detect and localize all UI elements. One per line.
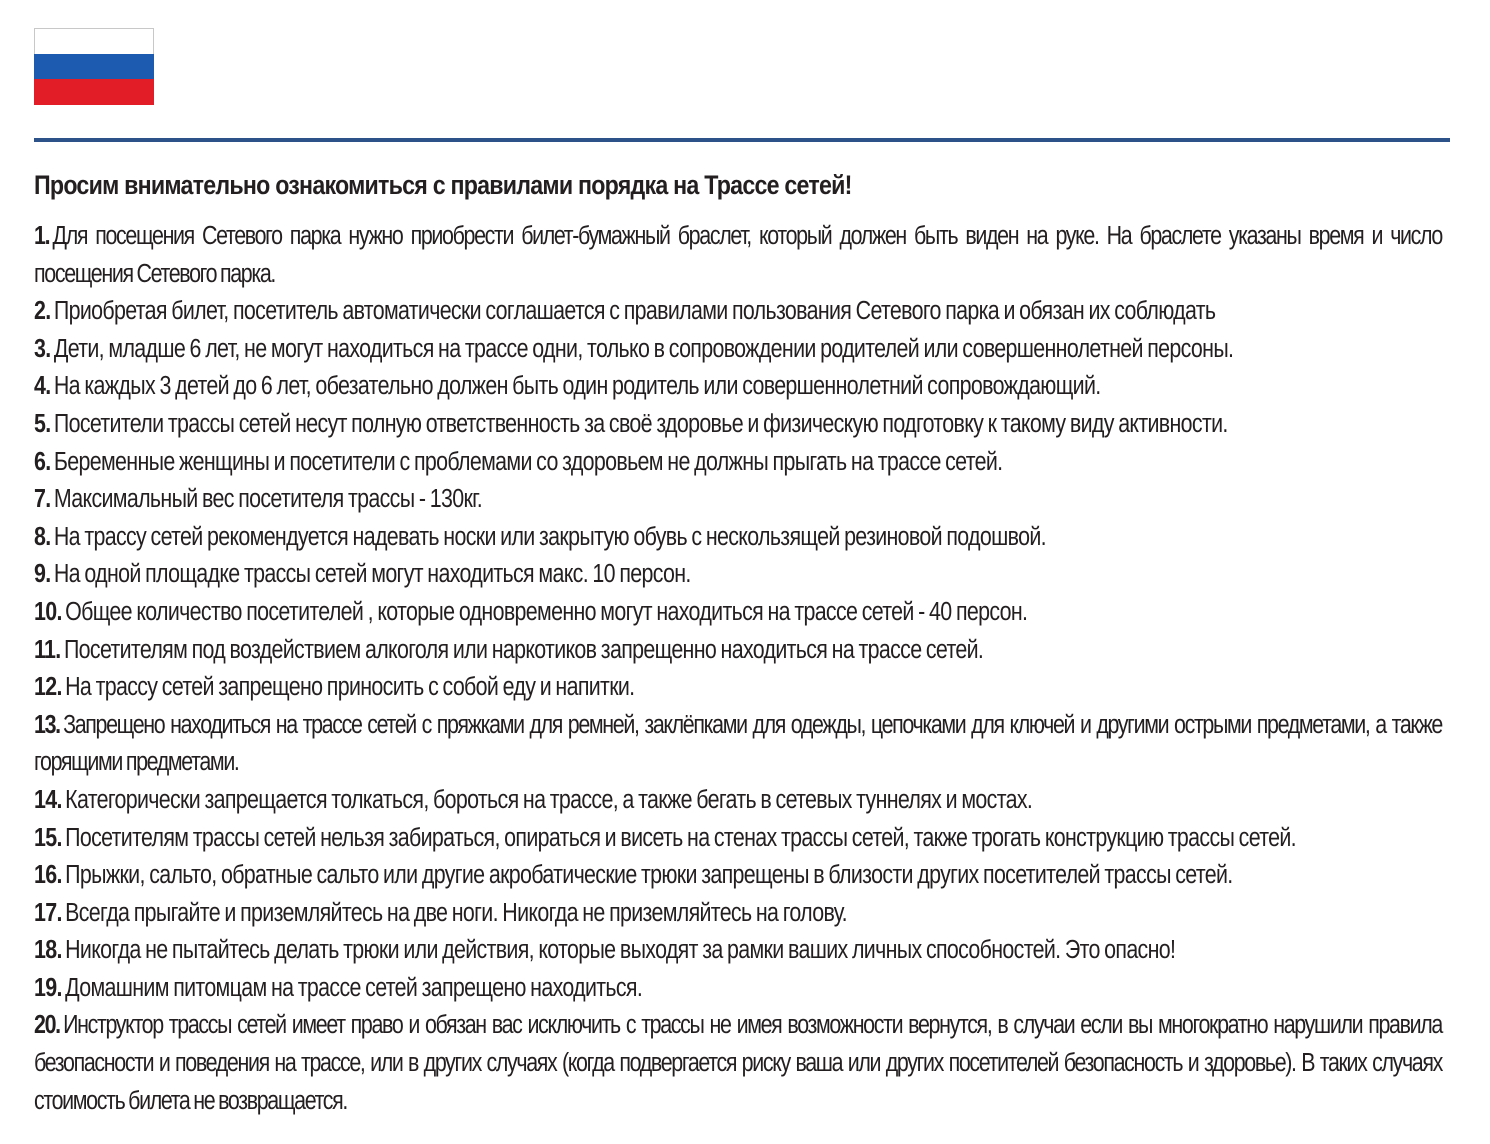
- rule-number: 11.: [34, 635, 61, 664]
- rule-number: 7.: [34, 485, 51, 514]
- rule-number: 15.: [34, 823, 62, 852]
- rule-item: [34, 519, 1442, 557]
- rule-text: Категорически запрещается толкаться, бороться на трассе, а также бегать в сетевых туннелях и мостах.: [65, 785, 1033, 814]
- rule-number: 4.: [34, 372, 51, 401]
- rule-number: 16.: [34, 861, 62, 890]
- rule-item: [34, 293, 1442, 331]
- rule-item: [34, 895, 1442, 933]
- flag-blue-stripe: [34, 54, 154, 80]
- rule-number: 20.: [34, 1011, 60, 1040]
- rule-text: Никогда не пытайтесь делать трюки или действия, которые выходят за рамки ваших личных способностей. Это опасно!: [65, 936, 1176, 965]
- rule-text: Беременные женщины и посетители с проблемами со здоровьем не должны прыгать на трассе сетей.: [53, 447, 1003, 476]
- rule-item: [34, 669, 1442, 707]
- rule-number: 19.: [34, 973, 62, 1002]
- rule-number: 18.: [34, 936, 62, 965]
- rule-item: [34, 556, 1442, 594]
- rule-text: Посетителям под воздействием алкоголя или наркотиков запрещенно находиться на трассе сетей.: [63, 635, 984, 664]
- rule-item: [34, 218, 1442, 293]
- rules-list: [34, 218, 1442, 1120]
- rule-number: 12.: [34, 673, 62, 702]
- rule-text: Посетители трассы сетей несут полную ответственность за своё здоровье и физическую подготовку к такому виду активности.: [53, 409, 1228, 438]
- rule-item: [34, 707, 1442, 782]
- rule-number: 3.: [34, 334, 51, 363]
- header-divider: [34, 138, 1450, 142]
- rule-number: 6.: [34, 447, 51, 476]
- rule-number: 9.: [34, 560, 51, 589]
- rule-number: 8.: [34, 522, 51, 551]
- flag-red-stripe: [34, 79, 154, 105]
- rule-text: На одной площадке трассы сетей могут находиться макс. 10 персон.: [53, 560, 691, 589]
- rule-text: На трассу сетей запрещено приносить с собой еду и напитки.: [65, 673, 635, 702]
- rule-text: Общее количество посетителей , которые одновременно могут находиться на трассе сетей - 40 персон.: [65, 597, 1028, 626]
- rule-number: 2.: [34, 297, 51, 326]
- rule-number: 5.: [34, 409, 51, 438]
- rule-number: 1.: [34, 222, 50, 250]
- rule-item: [34, 782, 1442, 820]
- page-title: Просим внимательно ознакомиться с правилами порядка на Трассе сетей!: [34, 170, 852, 200]
- rule-item: [34, 331, 1442, 369]
- rule-item: [34, 857, 1442, 895]
- rule-text: Приобретая билет, посетитель автоматически соглашается с правилами пользования Сетевого парка и обязан их соблюдать: [53, 297, 1216, 326]
- rule-item: [34, 594, 1442, 632]
- rule-number: 14.: [34, 785, 62, 814]
- rule-text: Прыжки, сальто, обратные сальто или другие акробатические трюки запрещены в близости других посетителей трассы сетей.: [65, 861, 1233, 890]
- rule-text: Дети, младше 6 лет, не могут находиться на трассе одни, только в сопровождении родителей или совершеннолетней персоны.: [53, 334, 1234, 363]
- rule-text: Для посещения Сетевого парка нужно приобрести билет-бумажный браслет, который должен быть виден на руке. На браслете указаны время и число посещения Сетевого парка.: [34, 222, 1442, 288]
- rule-text: На каждых 3 детей до 6 лет, обезательно должен быть один родитель или совершеннолетний сопровождающий.: [53, 372, 1101, 401]
- rule-item: [34, 368, 1442, 406]
- rule-item: [34, 406, 1442, 444]
- rule-number: 10.: [34, 597, 62, 626]
- russian-flag-icon: [34, 28, 154, 105]
- rule-item: [34, 444, 1442, 482]
- rule-item: [34, 1007, 1442, 1120]
- rule-text: Максимальный вес посетителя трассы - 130кг.: [53, 485, 482, 514]
- rule-item: [34, 932, 1442, 970]
- rule-text: Посетителям трассы сетей нельзя забираться, опираться и висеть на стенах трассы сетей, также трогать конструкцию трассы сетей.: [65, 823, 1296, 852]
- rule-text: Всегда прыгайте и приземляйтесь на две ноги. Никогда не приземляйтесь на голову.: [65, 898, 847, 927]
- rule-item: [34, 481, 1442, 519]
- rule-text: Инструктор трассы сетей имеет право и обязан вас исключить с трассы не имея возможности вернутся, в случаи если вы многократно нарушили правила безопасности и поведения на трассе, или в других случаях (когда подвергается риску ваша или других посетителей безопасность и здоровье). В таких случаях стоимость билета не возвращается.: [34, 1011, 1442, 1115]
- rule-item: [34, 820, 1442, 858]
- rule-text: На трассу сетей рекомендуется надевать носки или закрытую обувь с нескользящей резиновой подошвой.: [53, 522, 1046, 551]
- rule-item: [34, 632, 1442, 670]
- rule-number: 13.: [34, 710, 60, 739]
- rule-text: Домашним питомцам на трассе сетей запрещено находиться.: [65, 973, 643, 1002]
- rule-text: Запрещено находиться на трассе сетей с пряжками для ремней, заклёпками для одежды, цепочками для ключей и другими острыми предметами, а также горящими предметами.: [34, 710, 1442, 777]
- rule-item: [34, 970, 1442, 1008]
- rule-number: 17.: [34, 898, 62, 927]
- flag-white-stripe: [34, 28, 154, 54]
